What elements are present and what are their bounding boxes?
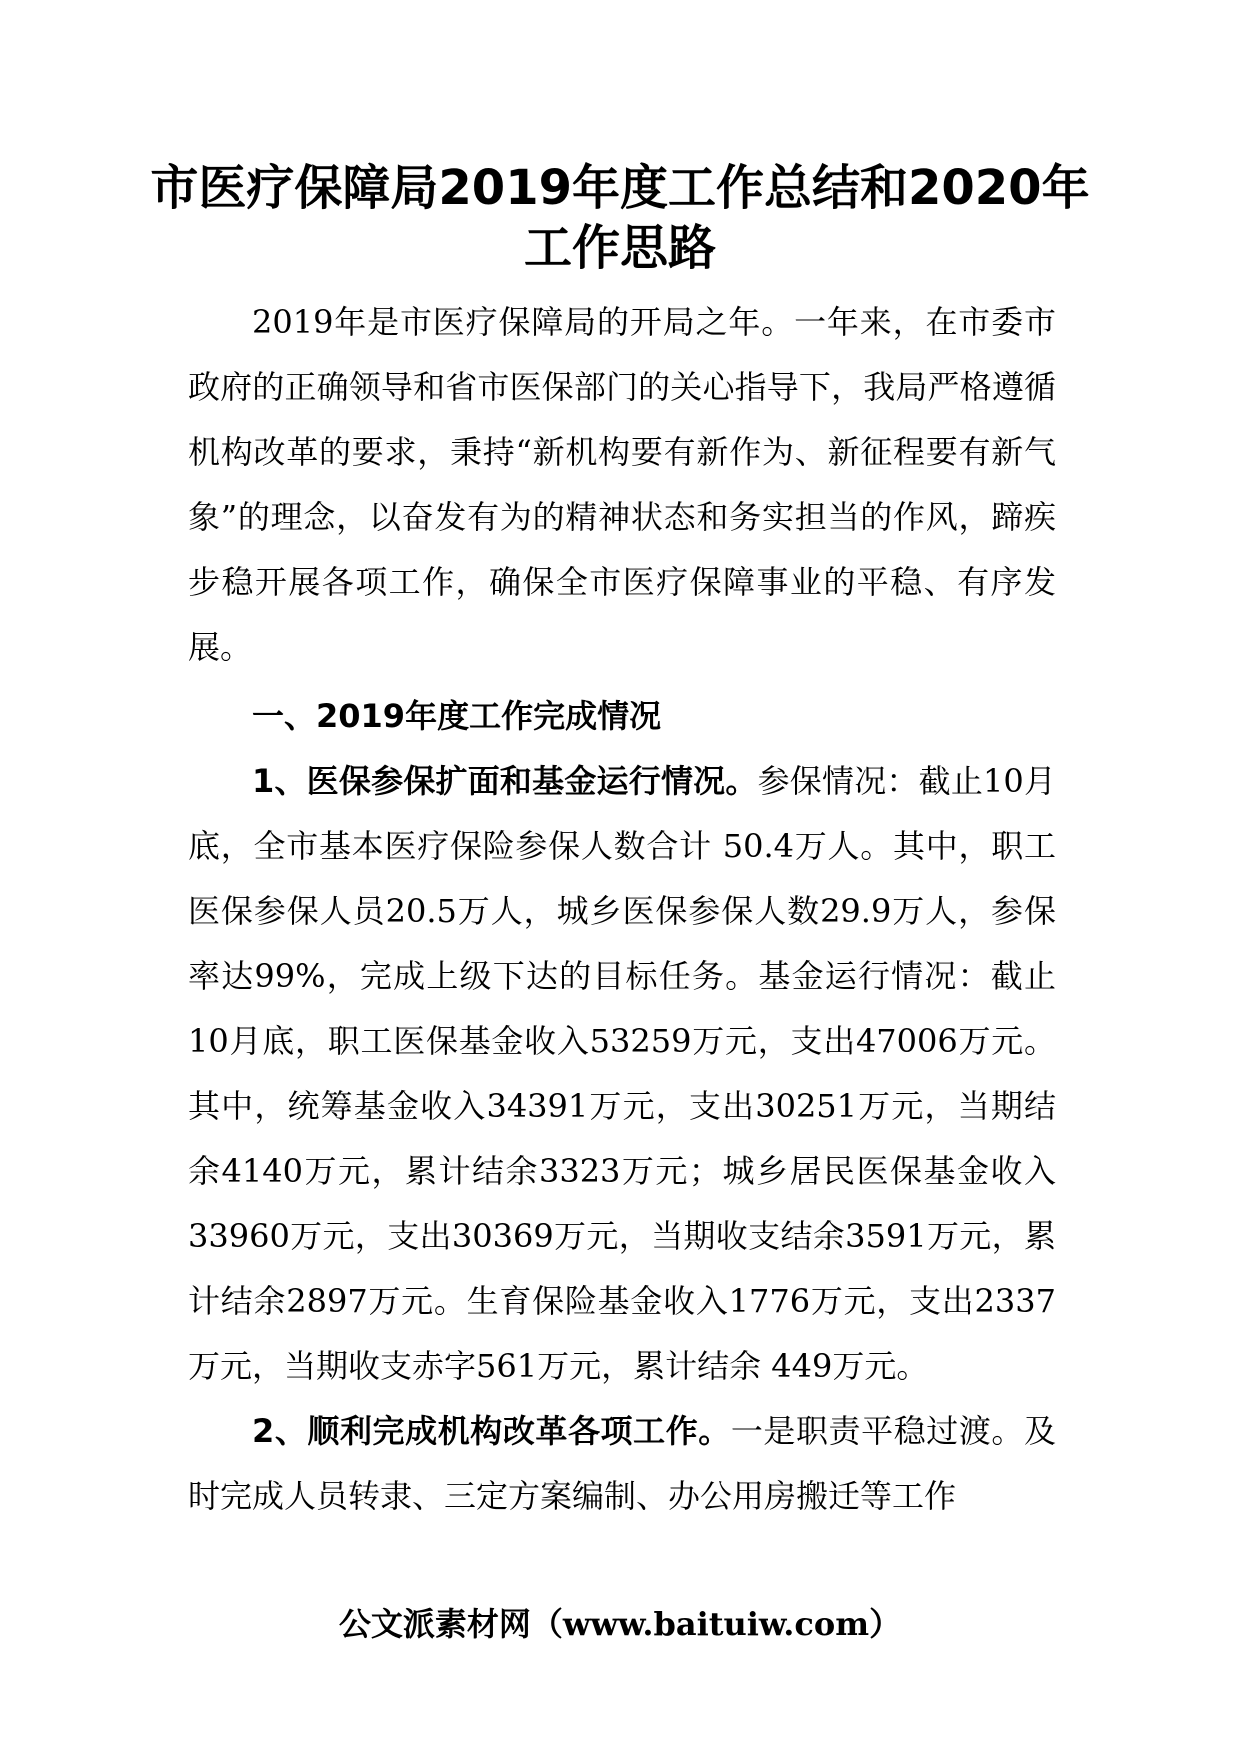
item-1-lead: 1、医保参保扩面和基金运行情况。	[252, 762, 758, 800]
item-2-paragraph	[188, 1399, 1056, 1529]
item-2-text: 一是职责平稳过渡。及时完成人员转隶、三定方案编制、办公用房搬迁等工作	[188, 1412, 1056, 1515]
document-body	[188, 290, 1056, 1529]
section-heading: 一、2019年度工作完成情况	[252, 697, 662, 735]
item-1-text: 参保情况：截止10月底，全市基本医疗保险参保人数合计 50.4万人。其中，职工医保参保人员20.5万人，城乡医保参保人数29.9万人，参保率达99%，完成上级下达的目标任务。基金运行情况：截止10月底，职工医保基金收入53259万元，支出47006万元。其中，统筹基金收入34391万元，支出30251万元，当期结余4140万元，累计结余3323万元；城乡居民医保基金收入33960万元，支出30369万元，当期收支结余3591万元，累计结余2897万元。生育保险基金收入1776万元，支出2337万元，当期收支赤字561万元，累计结余 449万元。	[188, 762, 1056, 1385]
title-line-1: 市医疗保障局2019年度工作总结和2020年	[150, 160, 1090, 216]
title-line-2: 工作思路	[523, 220, 716, 276]
item-1-paragraph	[188, 749, 1056, 1399]
document-title	[150, 158, 1090, 278]
footer-watermark: 公文派素材网（www.baituiw.com）	[338, 1605, 902, 1643]
item-2-lead: 2、顺利完成机构改革各项工作。	[252, 1412, 731, 1450]
intro-paragraph: 2019年是市医疗保障局的开局之年。一年来，在市委市政府的正确领导和省市医保部门的关心指导下，我局严格遵循机构改革的要求，秉持“新机构要有新作为、新征程要有新气象”的理念，以奋发有为的精神状态和务实担当的作风，蹄疾步稳开展各项工作，确保全市医疗保障事业的平稳、有序发展。	[188, 303, 1056, 666]
